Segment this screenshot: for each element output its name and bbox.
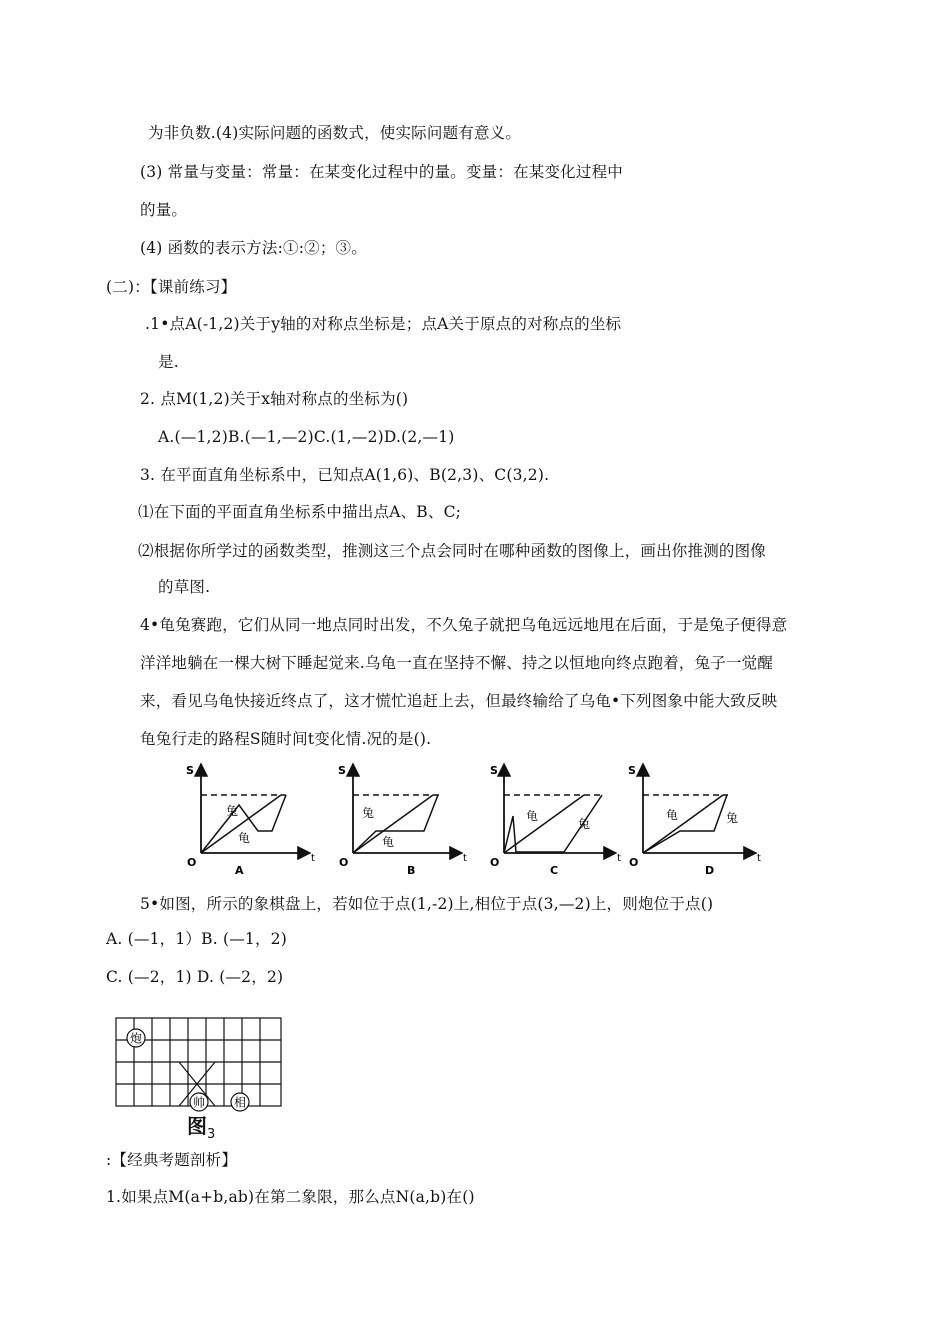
question-4-line-1: 4•龟兔赛跑，它们从同一地点同时出发，不久兔子就把乌龟远远地甩在后面，于是兔子便得意 bbox=[140, 616, 788, 634]
axis-s-label: S bbox=[338, 764, 346, 777]
question-3-part-2: ⑵根据你所学过的函数类型，推测这三个点会同时在哪种函数的图像上，画出你推测的图像 bbox=[138, 542, 767, 560]
question-5-options-cd: C. (—2，1) D. (—2，2) bbox=[106, 968, 284, 986]
option-label: A bbox=[235, 864, 244, 877]
origin-label: O bbox=[629, 856, 639, 869]
question-3: 3. 在平面直角坐标系中，已知点A(1,6)、B(2,3)、C(3,2). bbox=[140, 466, 550, 484]
shuai-piece bbox=[190, 1093, 208, 1111]
rabbit-label: 兔 bbox=[362, 806, 375, 820]
classic-question-1: 1.如果点M(a+b,ab)在第二象限，那么点N(a,b)在() bbox=[106, 1188, 475, 1206]
turtle-label: 龟 bbox=[238, 831, 251, 845]
xiang-label: 相 bbox=[233, 1095, 247, 1110]
text-line-2: (3) 常量与变量：常量：在某变化过程中的量。变量：在某变化过程中 bbox=[140, 163, 623, 181]
rabbit-label: 兔 bbox=[726, 811, 739, 825]
question-4-line-4: 龟兔行走的路程S随时间t变化情.况的是(). bbox=[140, 730, 432, 748]
figure-caption bbox=[187, 1110, 215, 1142]
question-4-line-2: 洋洋地躺在一棵大树下睡起觉来.乌龟一直在坚持不懈、持之以恒地向终点跑着，兔子一觉醒 bbox=[140, 654, 774, 672]
question-5: 5•如图，所示的象棋盘上，若如位于点(1,-2)上,相位于点(3,—2)上，则炮位于点() bbox=[140, 895, 714, 913]
question-4-line-3: 来，看见乌龟快接近终点了，这才慌忙追赶上去，但最终输给了乌龟•下列图象中能大致反映 bbox=[140, 692, 778, 710]
question-3-part-2-cont: 的草图. bbox=[158, 578, 211, 596]
axis-t-label: t bbox=[311, 853, 315, 864]
section-heading-classic: :【经典考题剖析】 bbox=[106, 1151, 238, 1169]
question-2-options: A.(—1,2)B.(—1,—2)C.(1,—2)D.(2,—1) bbox=[158, 428, 455, 446]
section-heading-pre-exercise: (二)：【课前练习】 bbox=[106, 278, 237, 296]
option-label: D bbox=[705, 864, 715, 877]
question-1-cont: 是. bbox=[158, 353, 179, 371]
axis-s-label: S bbox=[628, 764, 636, 777]
question-2: 2. 点M(1,2)关于x轴对称点的坐标为() bbox=[140, 390, 409, 408]
axis-s-label: S bbox=[186, 764, 194, 777]
turtle-label: 龟 bbox=[666, 808, 679, 822]
xiang-piece bbox=[231, 1093, 249, 1111]
option-label: C bbox=[550, 864, 559, 877]
origin-label: O bbox=[339, 856, 349, 869]
rabbit-label: 兔 bbox=[578, 817, 591, 831]
option-label: B bbox=[407, 864, 416, 877]
question-1: .1•点A(-1,2)关于y轴的对称点坐标是；点A关于原点的对称点的坐标 bbox=[145, 315, 622, 333]
rabbit-label: 兔 bbox=[226, 804, 239, 818]
graph-a bbox=[180, 760, 320, 878]
shuai-label: 帅 bbox=[192, 1095, 206, 1110]
turtle-label: 龟 bbox=[526, 809, 539, 823]
turtle-label: 龟 bbox=[382, 835, 395, 849]
pao-label: 炮 bbox=[129, 1031, 143, 1046]
chess-board-figure bbox=[112, 1016, 284, 1114]
origin-label: O bbox=[490, 856, 500, 869]
question-3-part-1: ⑴在下面的平面直角坐标系中描出点A、B、C; bbox=[138, 503, 462, 521]
caption-number: 3 bbox=[207, 1127, 216, 1142]
question-5-options-ab: A. (—1，1）B. (—1，2) bbox=[106, 930, 287, 948]
text-line-3: 的量。 bbox=[140, 201, 188, 219]
axis-t-label: t bbox=[463, 853, 467, 864]
axis-t-label: t bbox=[617, 853, 621, 864]
text-line-1: 为非负数.(4)实际问题的函数式，使实际问题有意义。 bbox=[148, 124, 522, 142]
text-line-4: (4) 函数的表示方法:①:②；③。 bbox=[140, 239, 367, 257]
graph-c bbox=[486, 760, 626, 878]
graph-b bbox=[332, 760, 472, 878]
pao-piece bbox=[127, 1029, 145, 1047]
graph-d bbox=[622, 760, 768, 878]
origin-label: O bbox=[187, 856, 197, 869]
caption-text: 图 bbox=[187, 1114, 207, 1138]
axis-t-label: t bbox=[757, 853, 761, 864]
axis-s-label: S bbox=[490, 764, 498, 777]
